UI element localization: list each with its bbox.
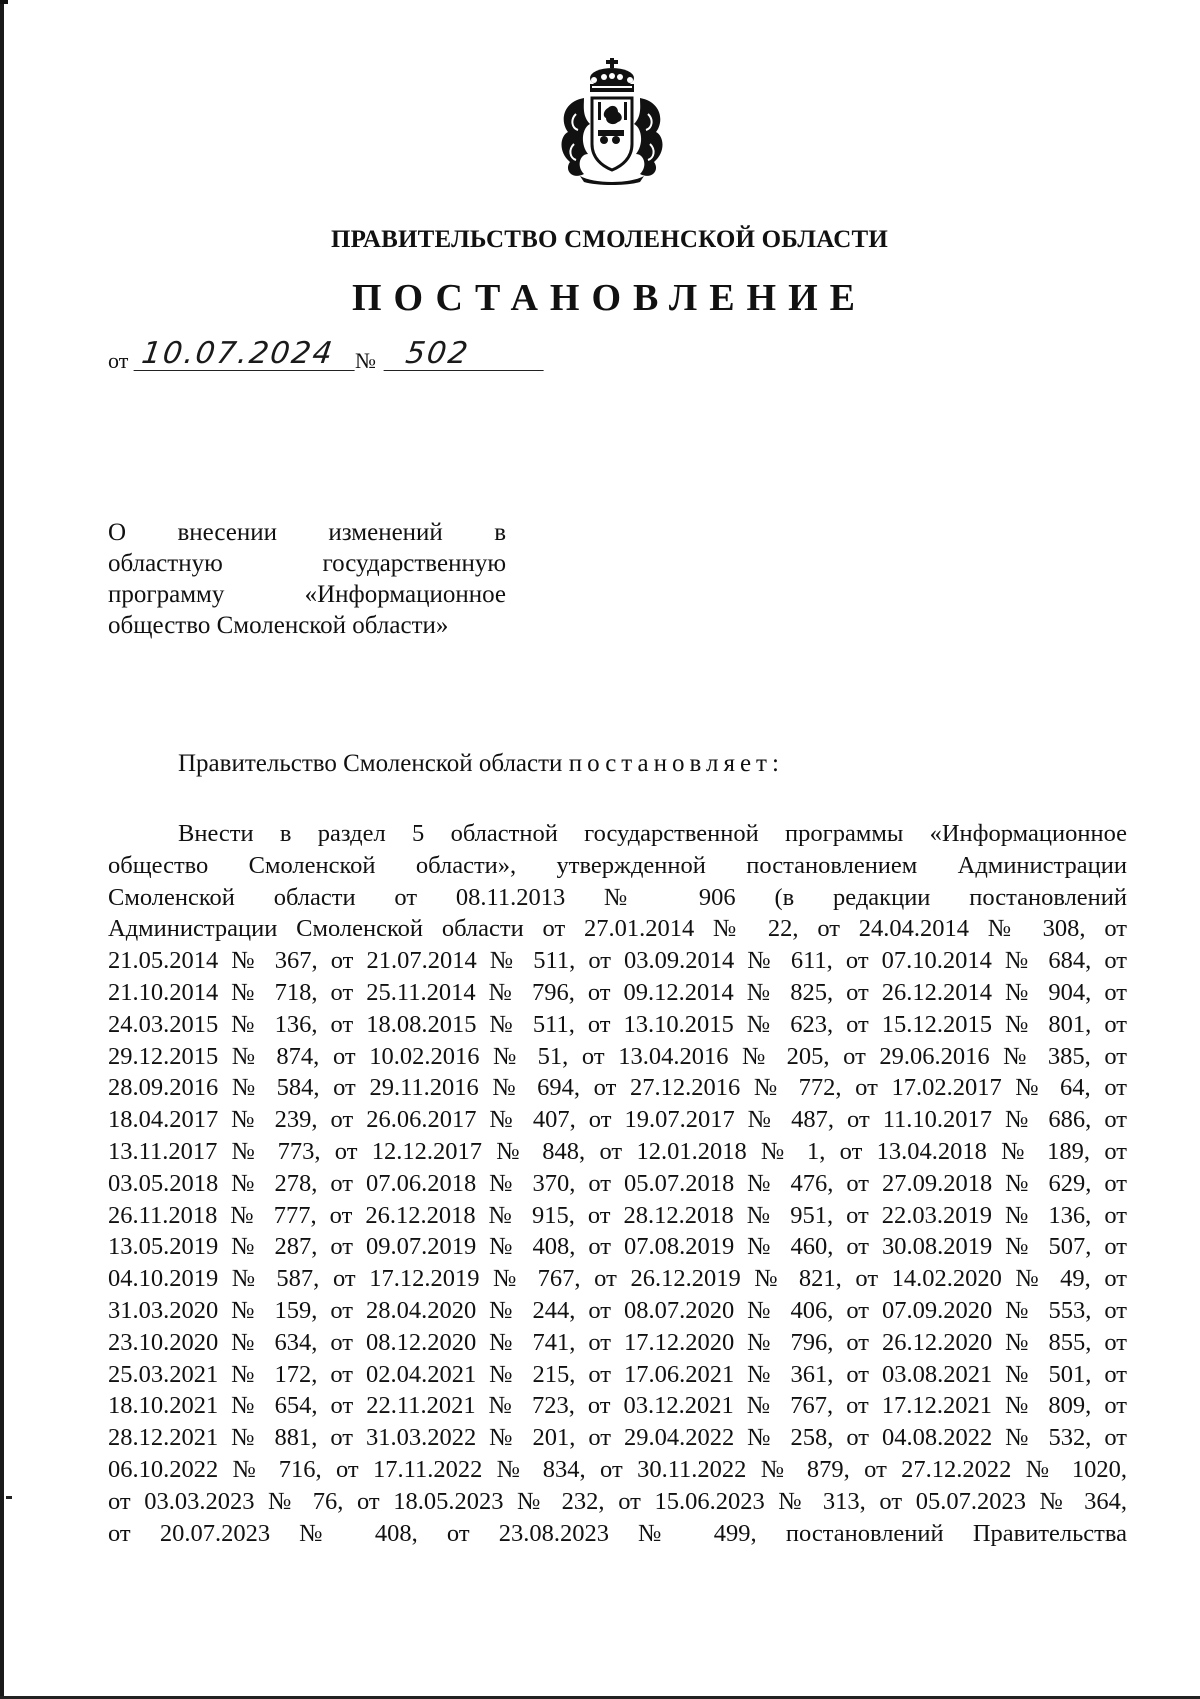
decree-statement [178, 750, 784, 778]
subject-line: программу «Информационное [108, 581, 506, 608]
body-line: от 03.03.2023 № 76, от 18.05.2023 № 232, от 15.06.2023 № 313, от 05.07.2023 № 364, [108, 1487, 1127, 1515]
body-line: 21.10.2014 № 718, от 25.11.2014 № 796, от 09.12.2014 № 825, от 26.12.2014 № 904, от [108, 978, 1127, 1006]
government-name: ПРАВИТЕЛЬСТВО СМОЛЕНСКОЙ ОБЛАСТИ [330, 226, 888, 253]
scan-border-left [0, 0, 4, 1699]
body-line: 13.05.2019 № 287, от 09.07.2019 № 408, от 07.08.2019 № 460, от 30.08.2019 № 507, от [108, 1233, 1127, 1261]
decree-lead: Правительство Смоленской области [178, 750, 563, 777]
document-subject [108, 517, 506, 641]
body-line: 28.09.2016 № 584, от 29.11.2016 № 694, от 27.12.2016 № 772, от 17.02.2017 № 64, от [108, 1074, 1127, 1102]
coat-of-arms-icon [554, 58, 670, 186]
body-line: 31.03.2020 № 159, от 28.04.2020 № 244, от 08.07.2020 № 406, от 07.09.2020 № 553, от [108, 1296, 1127, 1324]
body-line: 29.12.2015 № 874, от 10.02.2016 № 51, от 13.04.2016 № 205, от 29.06.2016 № 385, от [108, 1042, 1127, 1070]
body-line: 13.11.2017 № 773, от 12.12.2017 № 848, от 12.01.2018 № 1, от 13.04.2018 № 189, от [108, 1137, 1127, 1165]
document-number-handwritten: 502 [384, 336, 549, 371]
document-date-handwritten: 10.07.2024 [134, 336, 360, 371]
document-body [108, 818, 1127, 1549]
body-line: 03.05.2018 № 278, от 07.06.2018 № 370, от 05.07.2018 № 476, от 27.09.2018 № 629, от [108, 1169, 1127, 1197]
body-line: 26.11.2018 № 777, от 26.12.2018 № 915, от 28.12.2018 № 951, от 22.03.2019 № 136, от [108, 1201, 1127, 1229]
coat-of-arms-emblem [554, 58, 670, 186]
body-line: Администрации Смоленской области от 27.01.2014 № 22, от 24.04.2014 № 308, от [108, 915, 1127, 943]
body-line: 18.04.2017 № 239, от 26.06.2017 № 407, от 19.07.2017 № 487, от 11.10.2017 № 686, от [108, 1106, 1127, 1134]
body-line: от 20.07.2023 № 408, от 23.08.2023 № 499, постановлений Правительства [108, 1519, 1127, 1547]
body-line: 24.03.2015 № 136, от 18.08.2015 № 511, от 13.10.2015 № 623, от 15.12.2015 № 801, от [108, 1010, 1127, 1038]
subject-line: О внесении изменений в [108, 519, 506, 546]
body-line: 04.10.2019 № 587, от 17.12.2019 № 767, от 26.12.2019 № 821, от 14.02.2020 № 49, от [108, 1265, 1127, 1293]
date-prefix: от [108, 348, 129, 373]
scan-mark-top [0, 0, 8, 4]
scan-speck [6, 1496, 12, 1499]
body-line: 28.12.2021 № 881, от 31.03.2022 № 201, от 29.04.2022 № 258, от 04.08.2022 № 532, от [108, 1424, 1127, 1452]
body-line: 18.10.2021 № 654, от 22.11.2021 № 723, от 03.12.2021 № 767, от 17.12.2021 № 809, от [108, 1392, 1127, 1420]
body-line: Смоленской области от 08.11.2013 № 906 (в редакции постановлений [108, 883, 1127, 911]
subject-line: областную государственную [108, 550, 506, 577]
body-line: 23.10.2020 № 634, от 08.12.2020 № 741, от 17.12.2020 № 796, от 26.12.2020 № 855, от [108, 1328, 1127, 1356]
subject-line: общество Смоленской области» [108, 612, 449, 639]
document-date-number-line [108, 336, 588, 378]
body-line: 06.10.2022 № 716, от 17.11.2022 № 834, от 30.11.2022 № 879, от 27.12.2022 № 1020, [108, 1455, 1127, 1483]
decree-verb: постановляет: [568, 750, 784, 777]
body-line: 25.03.2021 № 172, от 02.04.2021 № 215, от 17.06.2021 № 361, от 03.08.2021 № 501, от [108, 1360, 1127, 1388]
document-type-title: ПОСТАНОВЛЕНИЕ [351, 277, 868, 319]
body-line: общество Смоленской области», утвержденной постановлением Администрации [108, 851, 1127, 879]
body-line: 21.05.2014 № 367, от 21.07.2014 № 511, от 03.09.2014 № 611, от 07.10.2014 № 684, от [108, 947, 1127, 975]
number-prefix: № [355, 348, 376, 373]
body-line: Внести в раздел 5 областной государственной программы «Информационное [178, 820, 1127, 847]
